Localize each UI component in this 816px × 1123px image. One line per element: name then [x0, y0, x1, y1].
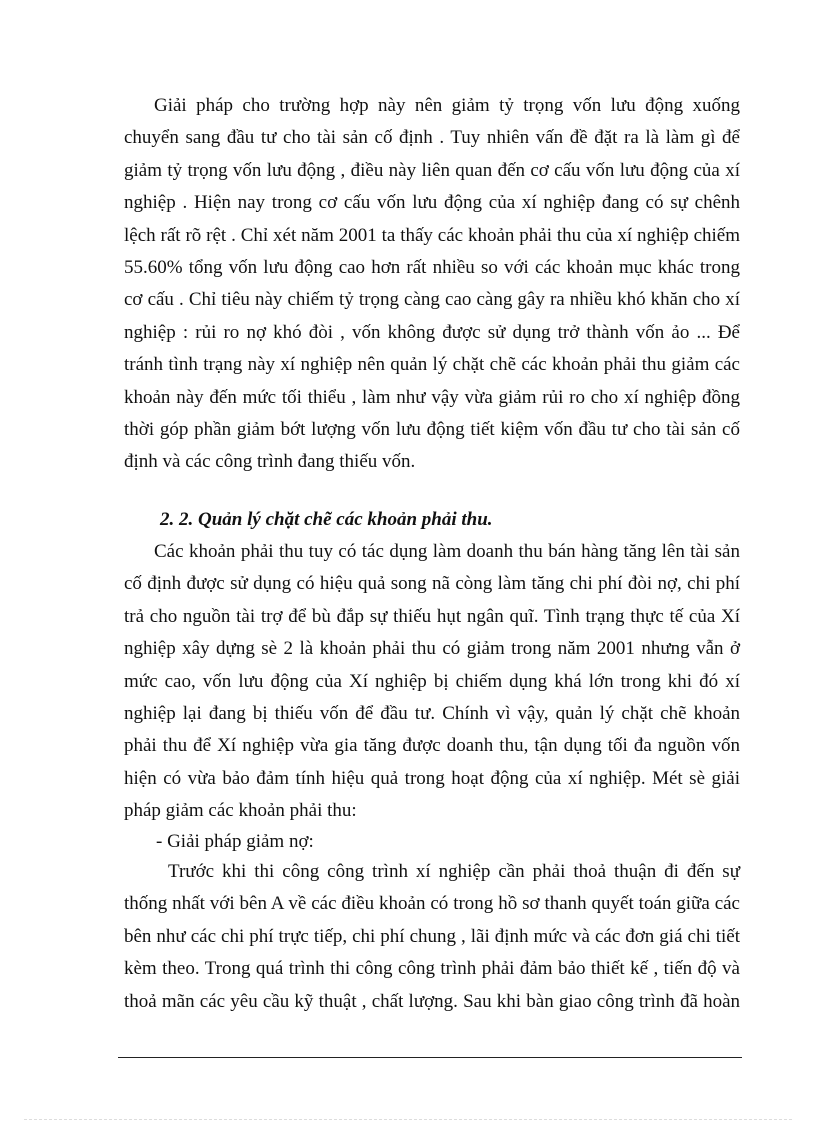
paragraph-line: nghiệp . Hiện nay trong cơ cấu vốn lưu động của xí nghiệp đang có sự chênh	[124, 192, 740, 214]
paragraph-working-capital	[124, 90, 740, 479]
paragraph-line: nghiệp : rủi ro nợ khó đòi , vốn không được sử dụng trở thành vốn ảo ... Để	[124, 321, 740, 343]
paragraph-line: tránh tình trạng này xí nghiệp nên quản lý chặt chẽ các khoản phải thu giảm các	[124, 354, 740, 376]
page-break-line	[24, 1119, 792, 1120]
paragraph-line: lệch rất rõ rệt . Chỉ xét năm 2001 ta thấy các khoản phải thu của xí nghiệp chiếm	[124, 224, 740, 246]
paragraph-receivables	[124, 536, 740, 828]
paragraph-line: giảm tỷ trọng vốn lưu động , điều này liên quan đến cơ cấu vốn lưu động của xí	[124, 159, 740, 181]
paragraph-line: 55.60% tổng vốn lưu động cao hơn rất nhiều so với các khoản mục khác trong	[124, 256, 740, 278]
paragraph-line: khoản này đến mức tối thiểu , làm như vậy vừa giảm rủi ro cho xí nghiệp đồng	[124, 386, 740, 408]
paragraph-line: thống nhất với bên A về các điều khoản có trong hồ sơ thanh quyết toán giữa các	[124, 893, 740, 915]
paragraph-line: định và các công trình đang thiếu vốn.	[124, 451, 416, 473]
paragraph-line: bên như các chi phí trực tiếp, chi phí chung , lãi định mức và các đơn giá chi tiết	[124, 925, 740, 947]
paragraph-debt-reduction	[124, 856, 740, 1018]
paragraph-line: kèm theo. Trong quá trình thi công công trình phải đảm bảo thiết kế , tiến độ và	[124, 958, 740, 980]
paragraph-line: Trước khi thi công công trình xí nghiệp cần phải thoả thuận đi đến sự	[168, 861, 740, 882]
paragraph-line: hiện có vừa bảo đảm tính hiệu quả trong hoạt động của xí nghiệp. Mét sè giải	[124, 767, 740, 789]
paragraph-line: nghiệp xây dựng sè 2 là khoản phải thu có giảm trong năm 2001 nhưng vẫn ở	[124, 638, 740, 660]
footer-divider	[118, 1057, 742, 1058]
paragraph-line: Các khoản phải thu tuy có tác dụng làm doanh thu bán hàng tăng lên tài sản	[154, 541, 740, 562]
paragraph-line: cơ cấu . Chỉ tiêu này chiếm tỷ trọng càng cao càng gây ra nhiều khó khăn cho xí	[124, 289, 740, 311]
paragraph-line: nghiệp lại đang bị thiếu vốn để đầu tư. Chính vì vậy, quản lý chặt chẽ khoản	[124, 702, 740, 724]
paragraph-line: mức cao, vốn lưu động của Xí nghiệp bị chiếm dụng khá lớn trong khi đó xí	[124, 670, 740, 692]
bullet-item: - Giải pháp giảm nợ:	[156, 831, 314, 852]
paragraph-line: chuyển sang đầu tư cho tài sản cố định . Tuy nhiên vấn đề đặt ra là làm gì để	[124, 127, 740, 149]
paragraph-line: cố định được sử dụng có hiệu quả song nã còng làm tăng chi phí đòi nợ, chi phí	[124, 573, 740, 595]
paragraph-line: trả cho nguồn tài trợ để bù đắp sự thiếu hụt ngân quĩ. Tình trạng thực tế của Xí	[124, 605, 740, 627]
paragraph-line: Giải pháp cho trường hợp này nên giảm tỷ trọng vốn lưu động xuống	[154, 95, 740, 116]
section-heading: 2. 2. Quản lý chặt chẽ các khoản phải thu.	[160, 509, 493, 530]
paragraph-line: phải thu để Xí nghiệp vừa gia tăng được doanh thu, tận dụng tối đa nguồn vốn	[124, 735, 740, 757]
paragraph-line: thoả mãn các yêu cầu kỹ thuật , chất lượng. Sau khi bàn giao công trình đã hoàn	[124, 990, 740, 1012]
paragraph-line: pháp giảm các khoản phải thu:	[124, 800, 357, 822]
paragraph-line: thời góp phần giảm bớt lượng vốn lưu động tiết kiệm vốn đầu tư cho tài sản cố	[124, 418, 740, 440]
